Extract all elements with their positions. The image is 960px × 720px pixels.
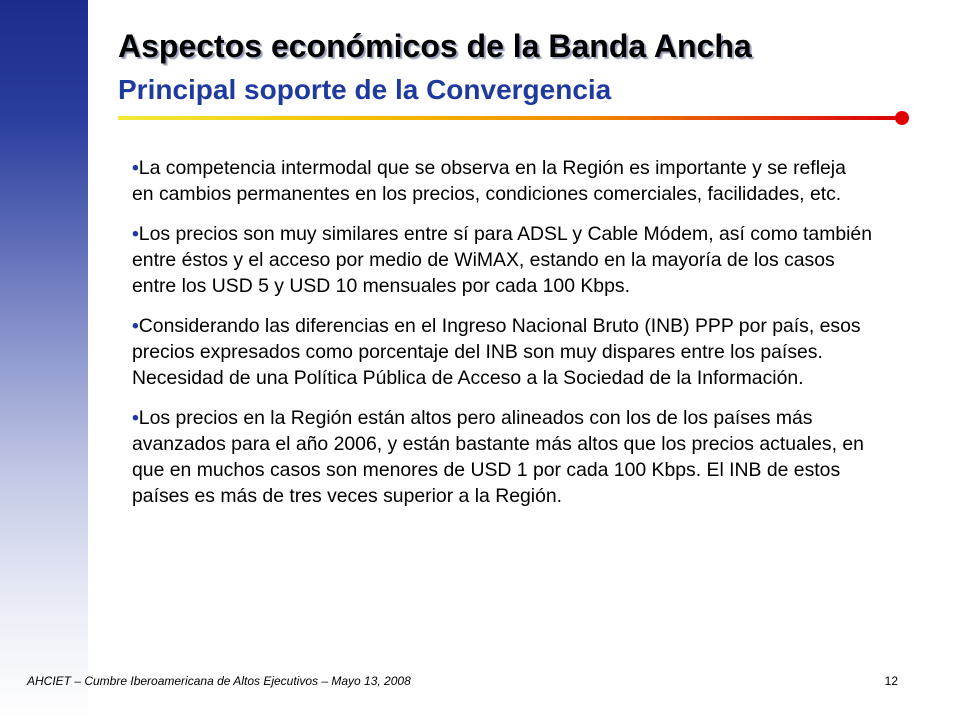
page-number: 12 <box>884 674 898 688</box>
bullet-icon: • <box>132 315 139 337</box>
bullet-icon: • <box>132 407 139 429</box>
bullet-icon: • <box>132 157 139 179</box>
bullet-item-1 <box>132 155 872 207</box>
title-underline <box>118 116 900 120</box>
bullet-item-3 <box>132 313 872 391</box>
bullet-item-2 <box>132 221 872 299</box>
bullet-text: La competencia intermodal que se observa en la Región es importante y se refleja en cambios permanentes en los precios, condiciones comerciales, facilidades, etc. <box>132 157 846 205</box>
slide-title: Aspectos económicos de la Banda Ancha <box>118 28 752 64</box>
bullet-text: Los precios en la Región están altos pero alineados con los de los países más avanzados para el año 2006, y están bastante más altos que los precios actuales, en que en muchos casos son menores de USD 1 por cada 100 Kbps. El INB de estos países es más de tres veces superior a la Región. <box>132 407 864 507</box>
underline-end-dot <box>895 111 909 125</box>
bullet-list <box>132 155 872 523</box>
bullet-icon: • <box>132 223 139 245</box>
side-band-decoration <box>0 0 88 720</box>
footer-caption: AHCIET – Cumbre Iberoamericana de Altos Ejecutivos – Mayo 13, 2008 <box>27 674 411 688</box>
bullet-text: Considerando las diferencias en el Ingreso Nacional Bruto (INB) PPP por país, esos precios expresados como porcentaje del INB son muy dispares entre los países. Necesidad de una Política Pública de Acceso a la Sociedad de la Información. <box>132 315 861 389</box>
bullet-text: Los precios son muy similares entre sí para ADSL y Cable Módem, así como también entre éstos y el acceso por medio de WiMAX, estando en la mayoría de los casos entre los USD 5 y USD 10 mensuales por cada 100 Kbps. <box>132 223 873 297</box>
slide-subtitle: Principal soporte de la Convergencia <box>118 74 612 105</box>
bullet-item-4 <box>132 405 872 509</box>
